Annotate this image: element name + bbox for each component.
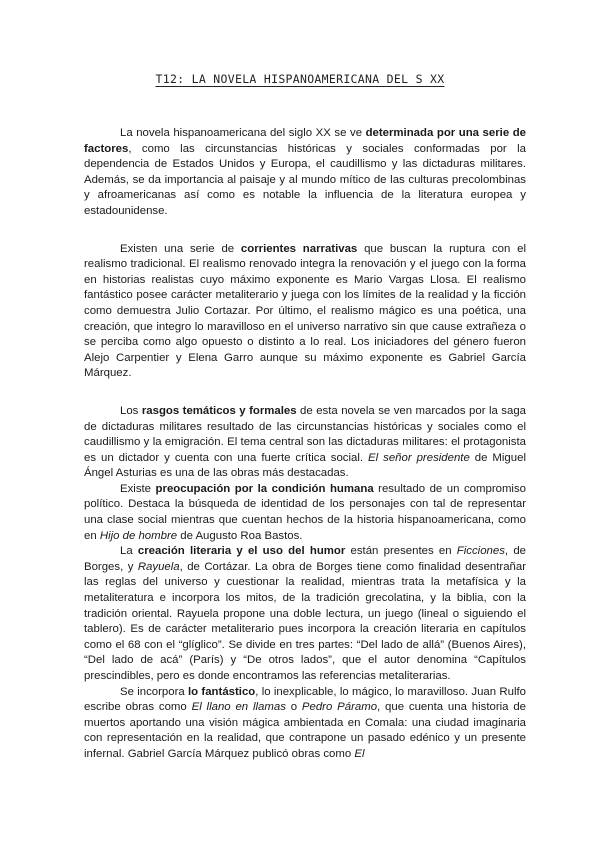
text: Existen una serie de xyxy=(120,242,241,255)
text: Existe xyxy=(120,482,156,495)
italic-title: Rayuela xyxy=(137,560,180,573)
title-text: T12: LA NOVELA HISPANOAMERICANA DEL S XX xyxy=(155,72,445,86)
italic-title: Pedro Páramo xyxy=(301,701,378,714)
paragraph-rasgos xyxy=(84,404,526,482)
bold-text: rasgos temáticos y formales xyxy=(141,404,297,417)
italic-title: Ficciones xyxy=(456,545,505,558)
paragraph-factores xyxy=(84,126,526,220)
italic-title: El xyxy=(354,747,365,760)
bold-text: preocupación por la condición humana xyxy=(155,482,374,495)
bold-text: creación literaria y el uso del humor xyxy=(137,545,346,558)
italic-title: Hijo de hombre xyxy=(99,529,178,542)
text: o xyxy=(285,701,302,714)
text: de Miguel Ángel Asturias es una de las obras más destacadas. xyxy=(84,451,526,480)
paragraph-fantastico xyxy=(84,685,526,763)
text: , de Cortázar. La obra de Borges tiene como finalidad desentrañar las reglas del universo y cuestionar la realidad, mientras trata la metafísica y la metaliteratura e incorpora los mitos, de la tradición grecolatina, y la biblia, con la tradición oriental. Rayuela propone una doble lectura, un juego (lineal o siguiendo el tablero). Es de carácter metaliterario pues incorpora la creación literaria en capítulos como el 68 con el “glíglico”. Se divide en tres partes: “Del lado de allá” (Buenos Aires), “Del lado de acá” (París) y “De otros lados”, que el autor denomina “Capítulos prescindibles, pero es donde encontramos las referencias metaliterarias. xyxy=(84,560,527,682)
document-body xyxy=(84,126,526,763)
paragraph-condicion-humana xyxy=(84,482,526,544)
text: , como las circunstancias históricas y sociales conformadas por la dependencia de Estados Unidos y Europa, el caudillismo y las dictaduras militares. Además, se da importancia al paisaje y al mundo mítico de las culturas precolombinas y afroamericanas así como es notable la influencia de la literatura europea y estadounidense. xyxy=(84,142,526,217)
text: resultado de un compromiso político. Destaca la búsqueda de identidad de los personajes con tal de representar una clase social mientras que cuentan hechos de la historia hispanoamericana, como en xyxy=(84,482,526,542)
paragraph-creacion-literaria xyxy=(84,544,526,684)
paragraph-corrientes xyxy=(84,242,526,382)
text: Los xyxy=(120,404,142,417)
text: de Augusto Roa Bastos. xyxy=(177,529,303,542)
text: de esta novela se ven marcados por la saga de dictaduras militares resultado de las circunstancias históricas y sociales como el caudillismo y la emigración. El tema central son las dictaduras militares: el protagonista es un dictador y cuenta con una fuerte crítica social. xyxy=(84,404,527,464)
text: están presentes en xyxy=(345,545,457,558)
italic-title: El llano en llamas xyxy=(191,701,286,714)
text: , que cuenta una historia de muertos aportando una visión mágica ambientada en Comala: una ciudad imaginaria con representación en la realidad, que contrapone un pasado edénico y un presente infernal. Gabriel García Márquez publicó obras como xyxy=(84,701,526,760)
text: que buscan la ruptura con el realismo tradicional. El realismo renovado integra la renovación y el juego con la forma en historias realistas cuyo máximo exponente es Mario Vargas Llosa. El realismo fantástico posee carácter metaliterario y juega con los límites de la realidad y la ficción como demuestra Julio Cortazar. Por último, el realismo mágico es una poética, una creación, que integro lo maravilloso en el universo narrativo sin que cause extrañeza o se perciba como algo opuesto o distinto a lo real. Los iniciadores del género fueron Alejo Carpentier y Elena Garro aunque su máximo exponente es Gabriel García Márquez. xyxy=(84,242,526,380)
italic-title: El señor presidente xyxy=(368,451,470,464)
text: La xyxy=(120,545,138,558)
text: , de Borges, y xyxy=(84,545,526,573)
document-title xyxy=(0,70,600,88)
paragraph-gap xyxy=(84,220,526,242)
bold-text: corrientes narrativas xyxy=(240,242,358,255)
paragraph-gap xyxy=(84,382,526,404)
text: , lo inexplicable, lo mágico, lo maravilloso. Juan Rulfo escribe obras como xyxy=(84,685,526,714)
bold-text: lo fantástico xyxy=(188,685,256,698)
bold-text: determinada por una serie de factores xyxy=(84,127,526,155)
text: La novela hispanoamericana del siglo XX se ve xyxy=(120,127,366,139)
text: Se incorpora xyxy=(120,685,189,698)
